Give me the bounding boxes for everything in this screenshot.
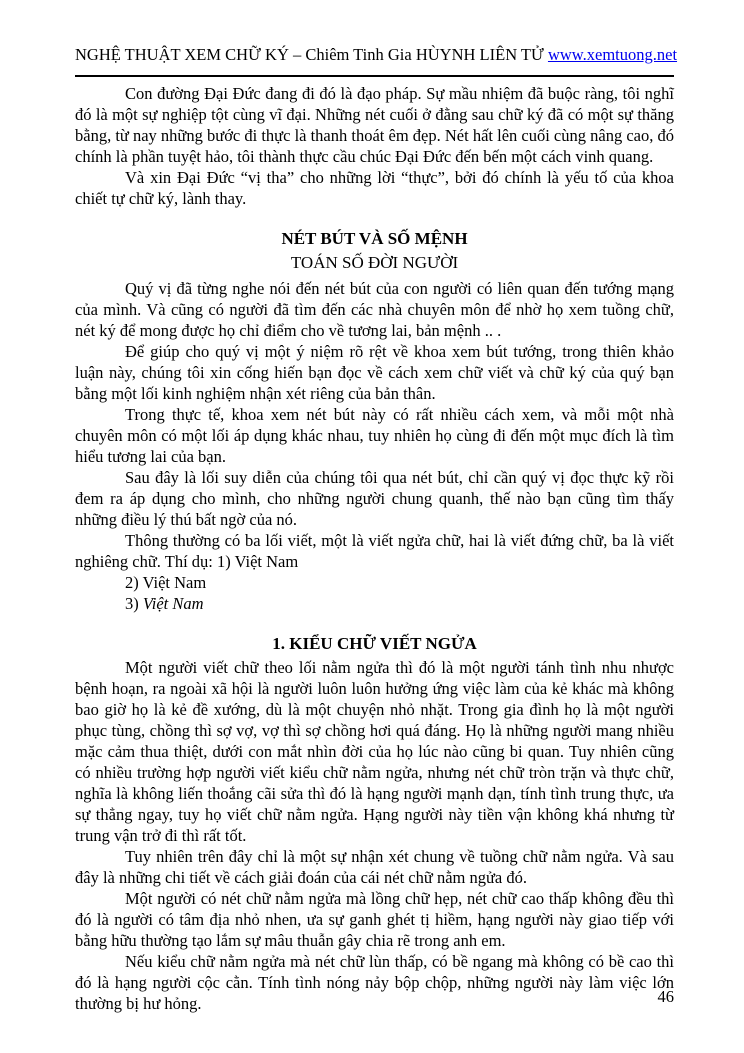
paragraph-section2-3: Một người có nét chữ nằm ngửa mà lồng chữ hẹp, nét chữ cao thấp không đều thì đó là người có tâm địa nhỏ nhen, ưa sự ganh ghét tị hiềm, hạng người này giao tiếp với bằng hữu thường tạo lắm sự mâu thuẫn gây chia rẽ trong anh em. <box>75 889 674 950</box>
paragraph-section1-1: Quý vị đã từng nghe nói đến nét bút của con người có liên quan đến tướng mạng của mình. Và cũng có người đã tìm đến các nhà chuyên môn để nhờ họ xem tuồng chữ, nét ký để mong được họ chỉ điểm cho về tương lai, bản mệnh .. . <box>75 279 674 340</box>
example-item-3-italic-text: Việt Nam <box>142 594 204 613</box>
document-header <box>75 44 678 65</box>
section-subheading-toan-so-doi-nguoi: TOÁN SỐ ĐỜI NGƯỜI <box>290 253 459 272</box>
document-body <box>75 83 674 1014</box>
website-link[interactable]: www.xemtuong.net <box>547 45 678 64</box>
paragraph-section1-2: Để giúp cho quý vị một ý niệm rõ rệt về khoa xem bút tướng, trong thiên khảo luận này, chúng tôi xin cống hiến bạn đọc về cách xem chữ viết và chữ ký của quý bạn bằng một lối kinh nghiệm nhận xét riêng của bản thân. <box>75 342 674 403</box>
example-item-3 <box>75 593 674 614</box>
example-item-2 <box>75 572 674 593</box>
paragraph-section2-2: Tuy nhiên trên đây chỉ là một sự nhận xét chung về tuồng chữ nằm ngửa. Và sau đây là những chi tiết về cách giải đoán của cái nét chữ nằm ngửa đó. <box>75 847 674 887</box>
header-divider <box>75 75 674 77</box>
paragraph-section1-4: Sau đây là lối suy diễn của chúng tôi qua nét bút, chỉ cần quý vị đọc thực kỹ rồi đem ra áp dụng cho mình, cho những người chung quanh, thế nào bạn cũng tìm thấy những điều lý thú bất ngờ của nó. <box>75 468 674 529</box>
paragraph-section2-4: Nếu kiểu chữ nằm ngửa mà nét chữ lùn thấp, có bề ngang mà không có bề cao thì đó là hạng người cộc cằn. Tính tình nóng nảy bộp chộp, những người này làm việc lớn thường bị hư hỏng. <box>75 952 674 1013</box>
paragraph-section1-3: Trong thực tế, khoa xem nét bút này có rất nhiều cách xem, và mỗi một nhà chuyên môn có một lối áp dụng khác nhau, tuy nhiên họ cùng đi đến một mục đích là tìm hiểu tương lai của bạn. <box>75 405 674 466</box>
example-item-3-prefix: 3) <box>125 594 143 613</box>
paragraph-section2-1: Một người viết chữ theo lối nằm ngửa thì đó là một người tánh tình nhu nhược bệnh hoạn, ra ngoài xã hội là người luôn luôn hưởng ứng việc làm của kẻ khác mà không bao giờ họ là kẻ đề xướng, dù là một chuyện nhỏ nhặt. Trong gia đình họ là một người phục tùng, chồng thì sợ vợ, vợ thì sợ chồng hơi quá đáng. Họ là những người mang nhiều mặc cảm thua thiệt, dưới con mắt nhìn đời của họ lúc nào cũng bi quan. Tuy nhiên cũng có nhiều trường hợp người viết kiểu chữ nằm ngửa, nhưng nét chữ tròn trặn và thực chữ, nghĩa là không liến thoắng cãi sửa thì đó là hạng người mạnh dạn, tính tình trung thực, ưa sự thẳng ngay, tuy họ viết chữ nằm ngửa. Hạng người này tiền vận không khá nhưng từ trung vận trở đi thì rất tốt. <box>75 658 674 845</box>
document-header-title: NGHỆ THUẬT XEM CHỮ KÝ – Chiêm Tinh Gia HÙYNH LIÊN TỬ <box>75 45 544 64</box>
section-heading-net-but-va-so-menh: NÉT BÚT VÀ SỐ MỆNH <box>281 229 468 248</box>
paragraph-section1-5: Thông thường có ba lối viết, một là viết ngửa chữ, hai là viết đứng chữ, ba là viết nghiêng chữ. Thí dụ: 1) Việt Nam <box>75 531 674 571</box>
paragraph-intro-1: Con đường Đại Đức đang đi đó là đạo pháp. Sự mầu nhiệm đã buộc ràng, tôi nghĩ đó là một sự nghiệp tột cùng vĩ đại. Những nét cuối ở đằng sau chữ ký đã có một sự thăng bằng, từ nay những bước đi thực là thanh thoát êm đẹp. Nét hất lên cuối cùng nâng cao, đó chính là phần tuyệt hảo, tôi thành thực cầu chúc Đại Đức đến bến một cách vinh quang. <box>75 84 674 166</box>
section-heading-kieu-chu-viet-ngua: 1. KIỂU CHỮ VIẾT NGỬA <box>272 634 477 653</box>
page-number: 46 <box>657 987 674 1006</box>
example-item-2-text: 2) Việt Nam <box>125 573 207 592</box>
paragraph-intro-2: Và xin Đại Đức “vị tha” cho những lời “thực”, bởi đó chính là yếu tố của khoa chiết tự chữ ký, lành thay. <box>75 168 674 208</box>
